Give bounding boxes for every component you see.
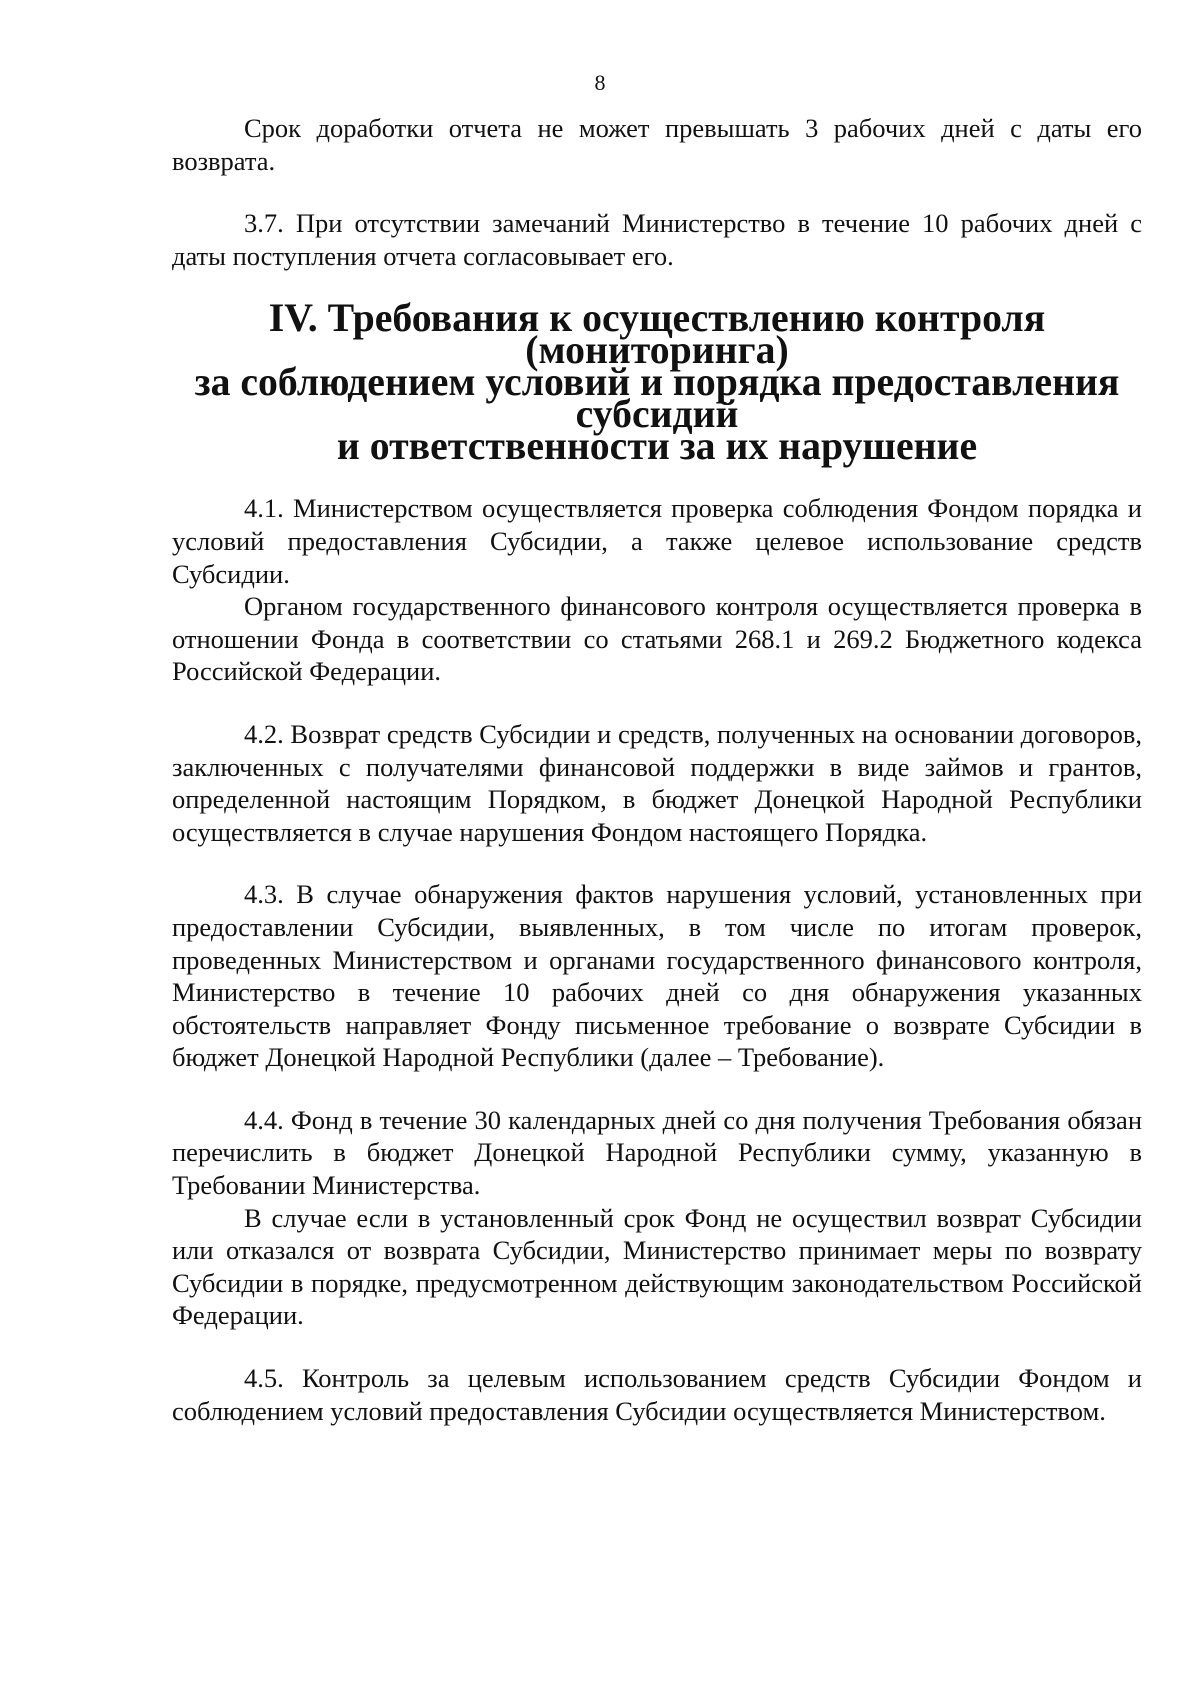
paragraph-4-2: 4.2. Возврат средств Субсидии и средств, полученных на основании договоров, заключенных с получателями финансовой поддержки в виде займов и грантов, определенной настоящим Порядком, в бюджет Донецкой Народной Республики осуществляется в случае нарушения Фондом настоящего Порядка.: [172, 718, 1142, 847]
paragraph-3-7: 3.7. При отсутствии замечаний Министерство в течение 10 рабочих дней с даты поступления отчета согласовывает его.: [172, 208, 1142, 271]
paragraph-spacer: [172, 1074, 1142, 1104]
paragraph-spacer: [172, 848, 1142, 878]
paragraph-refund-refusal: В случае если в установленный срок Фонд не осуществил возврат Субсидии или отказался от возврата Субсидии, Министерство принимает меры по возврату Субсидии в порядке, предусмотренном действующим законодательством Российской Федерации.: [172, 1202, 1142, 1331]
page-number: 8: [594, 70, 606, 95]
paragraph-financial-control-body: Органом государственного финансового контроля осуществляется проверка в отношении Фонда в соответствии со статьями 268.1 и 269.2 Бюджетного кодекса Российской Федерации.: [172, 591, 1142, 687]
paragraph-4-5: 4.5. Контроль за целевым использованием средств Субсидии Фондом и соблюдением условий предоставления Субсидии осуществляется Министерством.: [172, 1363, 1142, 1426]
paragraph-spacer: [172, 177, 1142, 207]
paragraph-4-4: 4.4. Фонд в течение 30 календарных дней со дня получения Требования обязан перечислить в бюджет Донецкой Народной Республики сумму, указанную в Требовании Министерства.: [172, 1104, 1142, 1201]
paragraph-4-1: 4.1. Министерством осуществляется проверка соблюдения Фондом порядка и условий предоставления Субсидии, а также целевое использование средств Субсидии.: [172, 493, 1142, 589]
section-heading-line: IV. Требования к осуществлению контроля (мониторинга): [268, 296, 1046, 373]
paragraph-spacer: [172, 1332, 1142, 1362]
section-heading: [172, 296, 1142, 469]
section-heading-line: за соблюдением условий и порядка предоставления субсидий: [194, 360, 1120, 437]
paragraph-4-3: 4.3. В случае обнаружения фактов нарушения условий, установленных при предоставлении Субсидии, выявленных, в том числе по итогам проверок, проведенных Министерством и органами государственного финансового контроля, Министерство в течение 10 рабочих дней со дня обнаружения указанных обстоятельств направляет Фонду письменное требование о возврате Субсидии в бюджет Донецкой Народной Республики (далее – Требование).: [172, 879, 1142, 1073]
paragraph-report-revision-deadline: Срок доработки отчета не может превышать 3 рабочих дней с даты его возврата.: [172, 113, 1142, 176]
document-body: [172, 112, 1142, 1427]
section-heading-line: и ответственности за их нарушение: [336, 424, 978, 469]
paragraph-spacer: [172, 688, 1142, 718]
